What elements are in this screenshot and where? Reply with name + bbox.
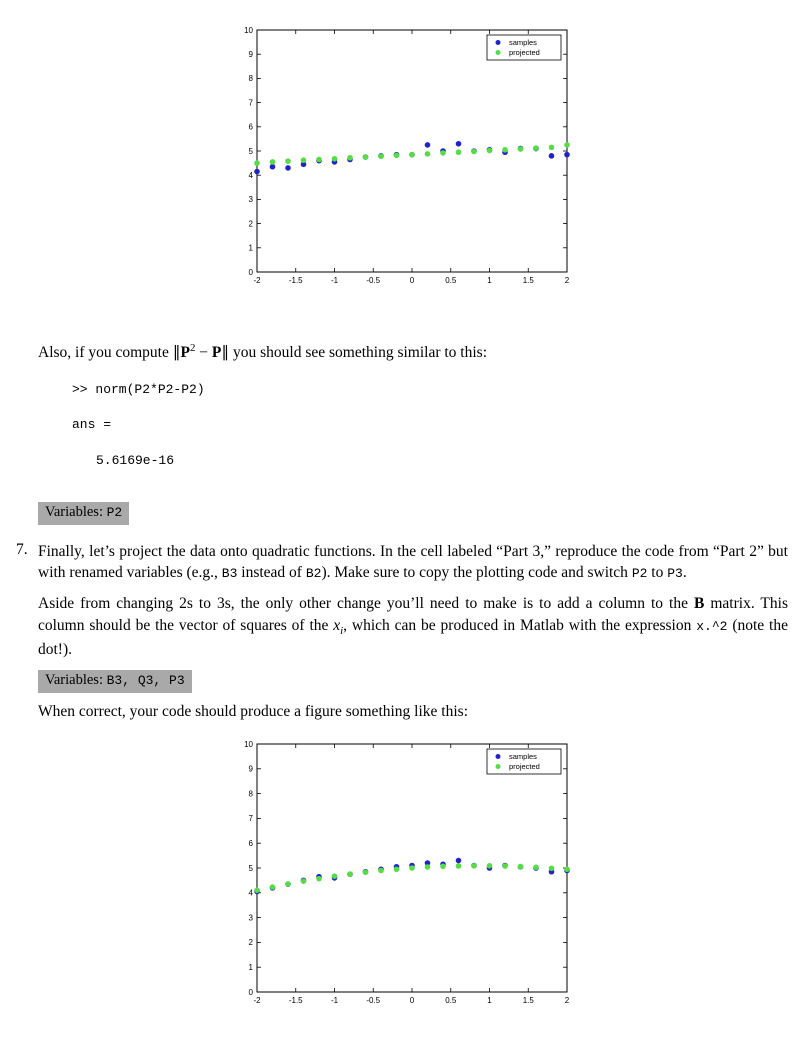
svg-text:6: 6 <box>248 839 253 849</box>
svg-text:0: 0 <box>409 276 415 285</box>
item7-paragraph-1: Finally, let’s project the data onto quadratic functions. In the cell labeled “Part 3,” reproduce the code from “Part 2” but with renamed variables (e.g., B3 instead of B2). Make sure to copy the plotting code and switch P2 to P3. <box>38 542 788 582</box>
svg-text:2: 2 <box>564 996 570 1006</box>
item7-paragraph-2: Aside from changing 2s to 3s, the only other change you’ll need to make is to add a column to the B matrix. This column should be the vector of squares of the $x_i$, which can be produced in Matlab with the expression x.^2 (note the dot!). <box>38 595 788 658</box>
svg-text:4: 4 <box>248 171 253 180</box>
svg-text:-0.5: -0.5 <box>366 996 381 1006</box>
list-item-7 <box>16 540 788 722</box>
svg-text:samples: samples <box>509 38 537 47</box>
svg-text:9: 9 <box>248 764 253 774</box>
variables-badge-p2: Variables: P2 <box>38 502 129 524</box>
svg-text:3: 3 <box>248 913 253 923</box>
variables-badge-b3-q3-p3: Variables: B3, Q3, P3 <box>38 670 192 692</box>
svg-text:5: 5 <box>248 146 253 156</box>
item-number: 7. <box>16 540 28 558</box>
figure-quadratic-projection <box>0 736 806 1015</box>
matlab-code-block <box>72 382 788 469</box>
svg-text:7: 7 <box>248 98 253 108</box>
svg-text:10: 10 <box>244 25 253 35</box>
svg-text:1.5: 1.5 <box>522 996 534 1006</box>
svg-text:1: 1 <box>487 996 492 1006</box>
svg-text:0: 0 <box>409 996 415 1006</box>
svg-text:-0.5: -0.5 <box>366 276 381 285</box>
svg-text:7: 7 <box>248 814 253 824</box>
svg-text:4: 4 <box>248 888 253 898</box>
svg-text:2: 2 <box>564 276 570 285</box>
svg-text:0: 0 <box>248 987 253 997</box>
svg-text:8: 8 <box>248 74 253 84</box>
code-ans-line: ans = <box>72 417 112 433</box>
svg-text:1: 1 <box>248 963 253 973</box>
svg-text:-1.5: -1.5 <box>288 276 303 285</box>
scatter-plot-quadratic <box>233 736 573 1010</box>
norm-explanation-text: Also, if you compute $\parallel P^2$ − P∥ you should see something similar to this: <box>38 342 488 362</box>
svg-text:-1: -1 <box>330 276 339 285</box>
svg-text:-2: -2 <box>253 996 261 1006</box>
svg-text:8: 8 <box>248 789 253 799</box>
svg-text:2: 2 <box>248 938 253 948</box>
svg-text:5: 5 <box>248 863 253 873</box>
svg-text:0.5: 0.5 <box>445 996 457 1006</box>
figure-linear-projection <box>0 22 806 295</box>
scatter-plot-linear <box>233 22 573 290</box>
svg-text:projected: projected <box>509 48 540 57</box>
svg-text:3: 3 <box>248 195 253 205</box>
svg-text:-2: -2 <box>253 276 261 285</box>
svg-text:1: 1 <box>487 276 492 285</box>
svg-text:0.5: 0.5 <box>445 276 457 285</box>
svg-text:6: 6 <box>248 122 253 132</box>
item7-closing-text: When correct, your code should produce a figure something like this: <box>38 702 468 720</box>
code-prompt-line: >> norm(P2*P2-P2) <box>72 381 205 397</box>
svg-text:-1: -1 <box>330 996 339 1006</box>
svg-text:0: 0 <box>248 267 253 277</box>
svg-text:10: 10 <box>244 739 253 749</box>
code-result-line: 5.6169e-16 <box>96 452 175 468</box>
svg-text:2: 2 <box>248 219 253 229</box>
svg-text:projected: projected <box>509 762 540 772</box>
svg-text:1.5: 1.5 <box>522 276 534 285</box>
svg-text:-1.5: -1.5 <box>288 996 303 1006</box>
svg-text:1: 1 <box>248 243 253 253</box>
svg-text:samples: samples <box>509 752 537 762</box>
svg-text:9: 9 <box>248 50 253 59</box>
